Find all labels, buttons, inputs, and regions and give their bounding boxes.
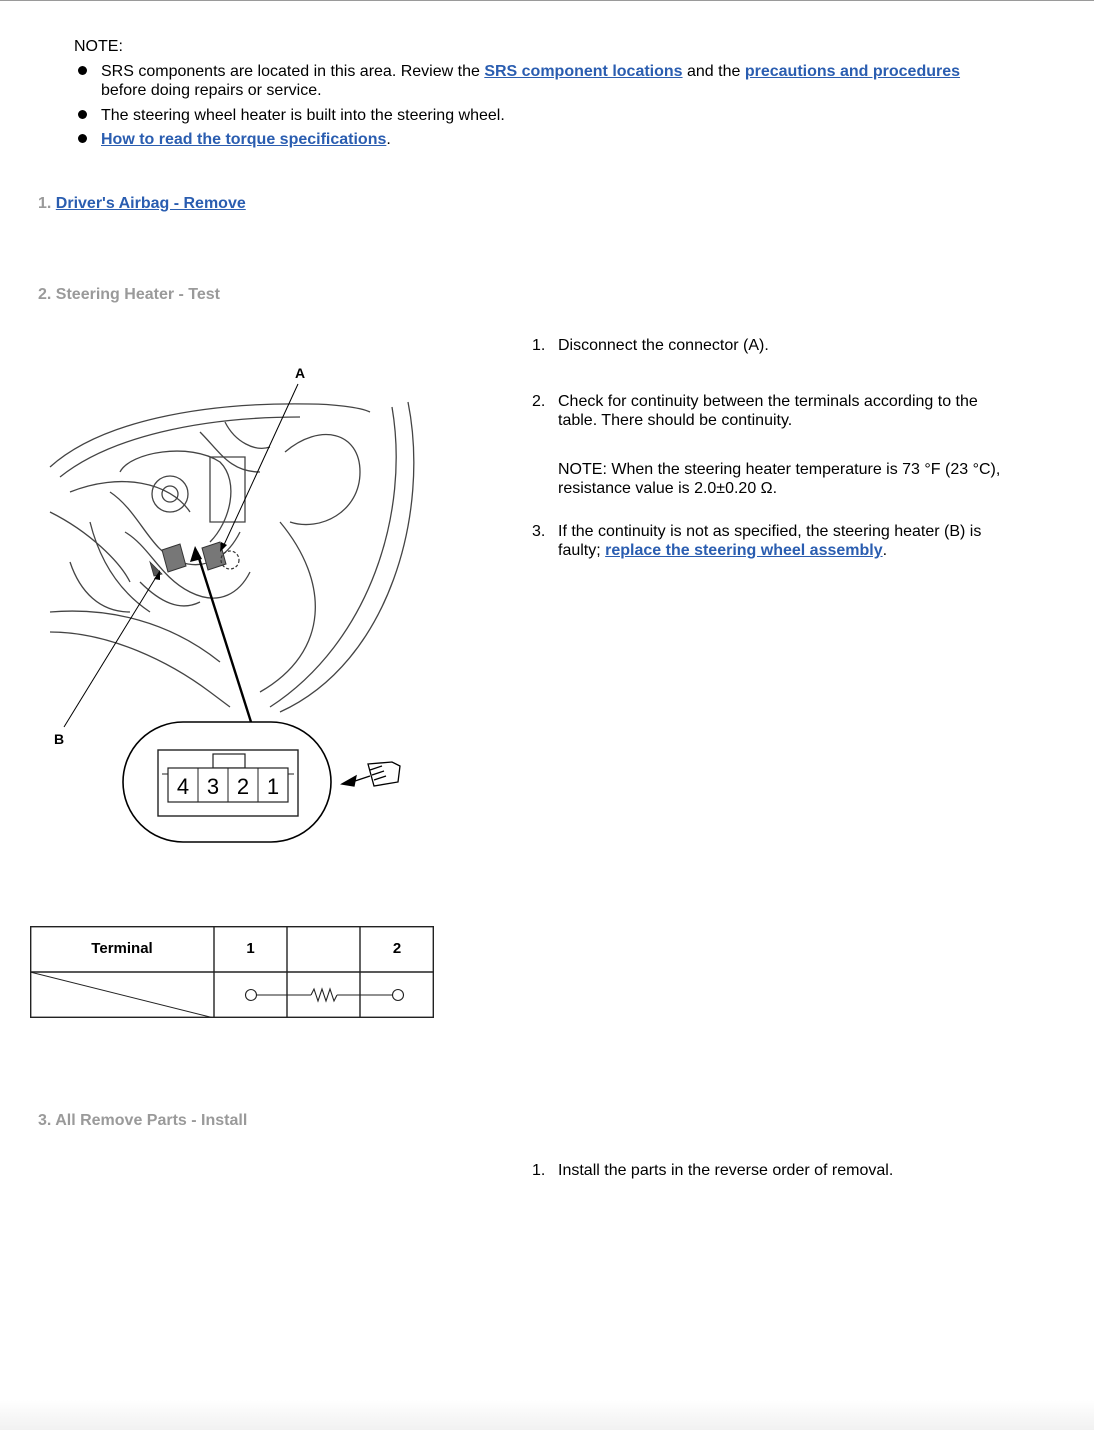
install-step-1 <box>532 1161 1002 1180</box>
continuity-table <box>30 926 434 1018</box>
steering-wheel-figure <box>30 362 430 852</box>
torque-specifications-link[interactable]: How to read the torque specifications <box>101 131 387 148</box>
section-number: 2. <box>38 286 52 303</box>
section-number: 1. <box>38 195 52 212</box>
test-step-3 <box>532 522 1002 560</box>
note-text: SRS components are located in this area. Review the <box>101 63 485 80</box>
table-header-terminal-1: 1 <box>246 940 255 957</box>
step-number: 1. <box>532 1162 546 1179</box>
note-bullet-srs <box>101 62 1001 100</box>
connector-pin: 2 <box>236 774 250 799</box>
connector-pin: 3 <box>206 774 220 799</box>
section-title: All Remove Parts - Install <box>55 1112 248 1129</box>
label-a: A <box>295 365 306 381</box>
test-step-note <box>532 460 1002 498</box>
test-step-1 <box>532 336 1002 355</box>
step-text <box>558 522 1002 560</box>
step-text: Install the parts in the reverse order of removal. <box>558 1162 894 1179</box>
step-number: 3. <box>532 523 546 540</box>
section-number: 3. <box>38 1112 52 1129</box>
step-text-post: . <box>882 542 888 559</box>
step-text: Disconnect the connector (A). <box>558 337 769 354</box>
connector-pin: 4 <box>176 774 190 799</box>
step-number: 1. <box>532 337 546 354</box>
step-text-pre: If the continuity is not as specified, the steering heater (B) is faulty; <box>558 523 982 559</box>
note-text: . <box>386 131 391 148</box>
replace-steering-wheel-link[interactable]: replace the steering wheel assembly <box>605 542 883 559</box>
bullet-dot <box>78 134 87 143</box>
bottom-fade <box>0 1400 1094 1430</box>
connector-pin: 1 <box>266 774 280 799</box>
drivers-airbag-remove-link[interactable]: Driver's Airbag - Remove <box>55 195 246 212</box>
step-number: 2. <box>532 393 546 410</box>
note-bullet-heater: The steering wheel heater is built into the steering wheel. <box>101 107 505 124</box>
bullet-dot <box>78 110 87 119</box>
note-text: and the <box>682 63 745 80</box>
resistance-note: NOTE: When the steering heater temperature is 73 °F (23 °C), resistance value is 2.0±0.20 Ω. <box>558 461 1001 497</box>
bullet-dot <box>78 66 87 75</box>
label-b: B <box>54 731 65 747</box>
note-text: before doing repairs or service. <box>101 82 322 99</box>
section-all-remove-parts-install <box>38 1112 247 1130</box>
section-title: Steering Heater - Test <box>55 286 220 303</box>
note-bullet-torque <box>101 130 391 149</box>
table-header-terminal-2: 2 <box>392 940 402 957</box>
section-driver-airbag-remove <box>38 195 246 213</box>
note-heading: NOTE: <box>74 38 123 55</box>
table-header-terminal: Terminal <box>91 940 153 957</box>
precautions-procedures-link[interactable]: precautions and procedures <box>744 63 961 80</box>
step-text: Check for continuity between the terminals according to the table. There should be continuity. <box>558 393 978 429</box>
top-divider <box>0 0 1094 1</box>
terminal-side-view-icon <box>342 762 400 786</box>
resistor-symbol <box>246 989 404 1001</box>
test-step-2 <box>532 392 1002 430</box>
section-steering-heater-test <box>38 286 220 304</box>
srs-component-locations-link[interactable]: SRS component locations <box>484 63 683 80</box>
